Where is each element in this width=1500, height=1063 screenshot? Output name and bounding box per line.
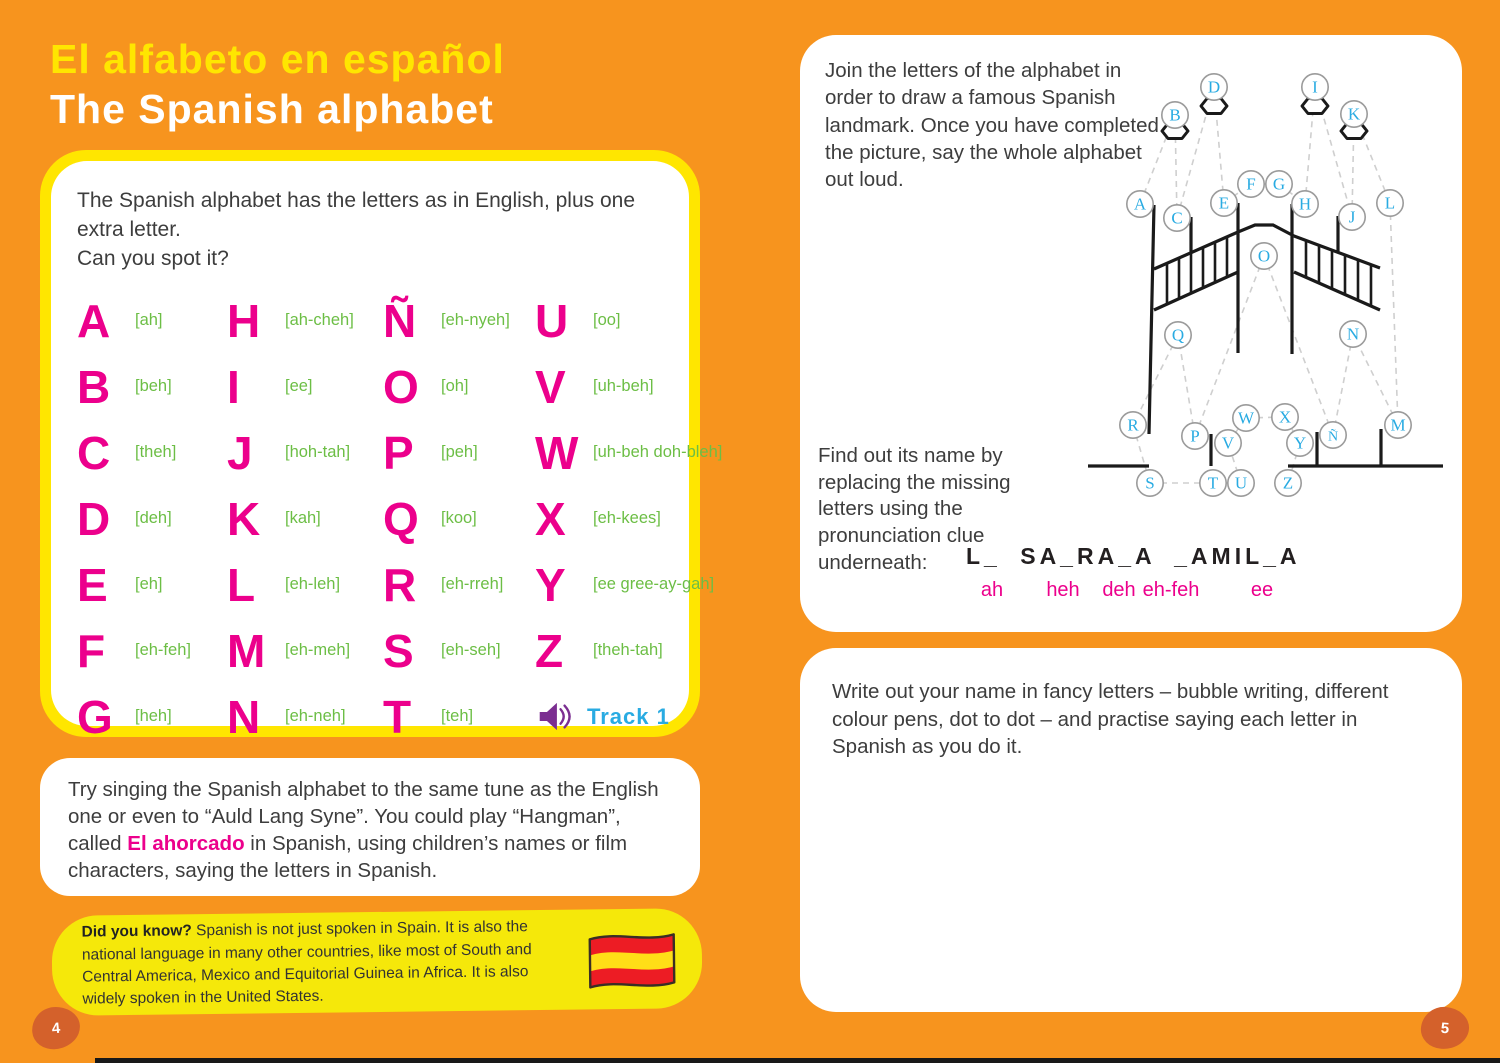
letter: Y [535,558,566,611]
alphabet-entry-O [383,354,535,420]
pronunciation: [eh-nyeh] [441,311,510,330]
tip-text-post: in Spanish, using children’s names or film characters, saying the letters in Spanish. [68,831,628,882]
pronunciation: [kah] [285,509,321,528]
alphabet-entry-N [227,684,383,750]
did-you-know-text [81,916,568,1012]
letter-dot-label: T [1207,473,1219,493]
clue-heh: heh [1046,579,1080,601]
letter: I [227,360,240,413]
pronunciation: [heh] [135,707,172,726]
letter-dot-label: K [1347,104,1361,124]
alphabet-entry-M [227,618,383,684]
sagrada-familia-dot-to-dot [1073,49,1463,509]
did-you-know-box [51,908,702,1016]
pronunciation: [deh] [135,509,172,528]
speaker-icon [537,700,575,733]
letter: K [227,492,261,545]
letter: Z [535,624,564,677]
letter: D [77,492,111,545]
tip-highlight: El ahorcado [127,831,245,855]
alphabet-entry-D [77,486,227,552]
letter: A [77,294,111,347]
alphabet-panel-inner [51,161,723,743]
alphabet-entry-H [227,288,383,354]
pronunciation: [hoh-tah] [285,443,351,462]
pronunciation: [eh-seh] [441,641,501,660]
clue-ee: ee [1250,579,1274,601]
letter: M [227,624,266,677]
alphabet-grid [77,288,723,750]
letter-dot-label: L [1384,193,1396,213]
alphabet-entry-R [383,552,535,618]
alphabet-entry-F [77,618,227,684]
letter-dot-label: A [1133,194,1147,214]
pronunciation: [theh] [135,443,177,462]
letter-dot-label: P [1190,426,1200,446]
page-title-spanish: El alfabeto en español [50,36,505,82]
intro-text [77,187,665,274]
letter-dot-label: Y [1293,433,1307,453]
letter: Ñ [383,294,417,347]
alphabet-entry-B [77,354,227,420]
pronunciation: [ah-cheh] [285,311,354,330]
letter-dot-label: D [1207,77,1221,97]
alphabet-entry-Y [535,552,722,618]
page-title-english: The Spanish alphabet [50,86,494,132]
alphabet-entry-Q [383,486,535,552]
letter-dot-label: N [1346,324,1360,344]
pronunciation: [eh] [135,575,163,594]
pronunciation: [ee] [285,377,313,396]
letter-dot-label: U [1234,473,1248,493]
alphabet-entry-A [77,288,227,354]
alphabet-entry-J [227,420,383,486]
alphabet-entry-Z [535,618,722,684]
letter: X [535,492,566,545]
alphabet-entry-I [227,354,383,420]
letter: P [383,426,414,479]
letter: H [227,294,261,347]
alphabet-entry-G [77,684,227,750]
pronunciation: [eh-feh] [135,641,191,660]
letter: U [535,294,569,347]
letter-dot-label: O [1257,246,1271,266]
alphabet-entry-E [77,552,227,618]
letter-dot-label: E [1218,193,1230,213]
letter: R [383,558,417,611]
pronunciation: [eh-leh] [285,575,341,594]
pronunciation: [beh] [135,377,172,396]
letter-dot-label: W [1237,408,1255,428]
pronunciation: [ah] [135,311,163,330]
letter-dot-label: H [1298,194,1312,214]
alphabet-panel [40,150,723,743]
letter: N [227,690,261,743]
letter-dot-label: R [1127,415,1139,435]
clue-deh: deh [1102,579,1136,601]
pronunciation: [theh-tah] [593,641,663,660]
did-you-know-body: Spanish is not just spoken in Spain. It is also the national language in many other countries, like most of South and Central America, Mexico and Equitorial Guinea in Africa. It is also widely spoken in the United States. [81,918,532,1009]
puzzle-instruction: Join the letters of the alphabet in order to draw a famous Spanish landmark. Once you have completed the picture, say the whole alphabet out loud. [825,59,1159,191]
activity-text: Write out your name in fancy letters – bubble writing, different colour pens, dot to dot – and practise saying each letter in Spanish as you do it. [832,680,1389,759]
spain-flag-icon [586,926,679,993]
letter: T [383,690,412,743]
dot-to-dot-panel [800,35,1462,632]
letter-dots [1120,74,1411,496]
letter-dot-label: Q [1171,325,1185,345]
letter-dot-label: V [1221,433,1235,453]
tip-text-pre: Try singing the Spanish alphabet to the same tune as the English one or even to “Auld Lang Syne”. You could play “Hangman”, called [68,778,659,855]
letter: S [383,624,414,677]
letter-dot-label: J [1348,207,1356,227]
audio-track [535,684,722,750]
alphabet-entry-C [77,420,227,486]
alphabet-entry-T [383,684,535,750]
singing-tip-box [40,758,700,896]
page-number-right: 5 [1420,1005,1471,1050]
intro-line-1: The Spanish alphabet has the letters as in English, plus one extra letter. [77,189,636,241]
letter-dot-label: Ñ [1327,429,1339,445]
alphabet-entry-V [535,354,722,420]
alphabet-entry-L [227,552,383,618]
alphabet-entry-S [383,618,535,684]
alphabet-entry-K [227,486,383,552]
pronunciation-clues [966,579,1306,607]
letter-dot-label: G [1272,174,1286,194]
spire-hexagons [1162,99,1367,139]
pronunciation: [koo] [441,509,477,528]
write-name-activity-box [800,648,1462,1012]
letter-dot-label: Z [1282,473,1294,493]
pronunciation: [eh-rreh] [441,575,504,594]
scan-edge-strip [95,1058,1500,1063]
alphabet-entry-P [383,420,535,486]
letter: G [77,690,113,743]
pronunciation: [eh-meh] [285,641,351,660]
letter: O [383,360,419,413]
clue-ah: ah [980,579,1004,601]
letter-dot-label: M [1390,415,1406,435]
letter: V [535,360,566,413]
letter: C [77,426,111,479]
letter-dot-label: B [1169,105,1181,125]
letter-dot-label: C [1171,208,1183,228]
find-name-text: Find out its name by replacing the missing letters using the pronunciation clue underneath: [818,444,1011,574]
letter-dot-label: F [1246,174,1256,194]
pronunciation: [ee gree-ay-gah] [593,575,715,594]
pronunciation: [teh] [441,707,474,726]
letter: F [77,624,106,677]
pronunciation: [oh] [441,377,469,396]
alphabet-entry-X [535,486,722,552]
missing-letters-word: L_ SA_RA_A _AMIL_A [966,543,1301,569]
letter-dot-label: S [1145,473,1155,493]
track-label: Track 1 [587,703,670,729]
letter: Q [383,492,419,545]
pronunciation: [eh-kees] [593,509,661,528]
pronunciation: [peh] [441,443,478,462]
letter: L [227,558,256,611]
intro-line-2: Can you spot it? [77,246,229,270]
page-number-left: 4 [30,1005,81,1051]
letter: W [535,426,579,479]
pronunciation: [oo] [593,311,621,330]
letter: B [77,360,111,413]
pronunciation: [uh-beh] [593,377,654,396]
letter: J [227,426,253,479]
did-you-know-label: Did you know? [81,922,192,941]
alphabet-entry-Ñ [383,288,535,354]
alphabet-entry-W [535,420,722,486]
letter-dot-label: X [1278,407,1292,427]
letter-dot-label: I [1312,77,1318,97]
pronunciation: [uh-beh doh-bleh] [593,443,723,462]
letter: E [77,558,108,611]
alphabet-entry-U [535,288,722,354]
clue-eh-feh: eh-feh [1142,579,1200,601]
pronunciation: [eh-neh] [285,707,346,726]
